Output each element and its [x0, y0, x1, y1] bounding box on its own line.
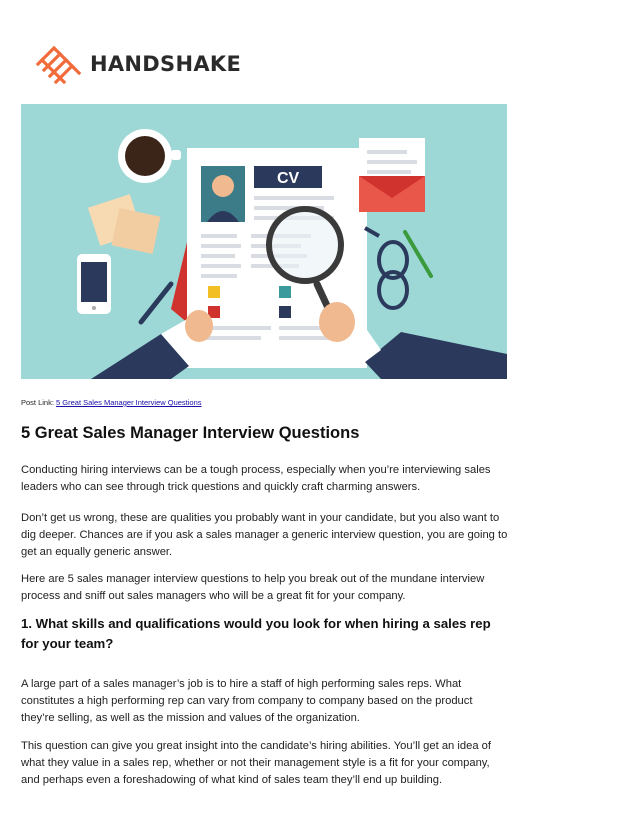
intro-paragraph-1: Conducting hiring interviews can be a tough process, especially when you’re interviewing sales leaders who can see through trick questions and quickly craft charming answers. [21, 464, 491, 493]
intro-paragraph-2: Don’t get us wrong, these are qualities you probably want in your candidate, but you also want to dig deeper. Chances are if you ask a sales manager a generic interview question, you are going to get an equally generic answer. [21, 512, 508, 558]
handshake-logo-icon [34, 44, 84, 84]
article-title: 5 Great Sales Manager Interview Questions [21, 424, 360, 442]
brand-name: HANDSHAKE [90, 52, 242, 76]
cv-label: CV [277, 170, 300, 187]
post-link [21, 398, 202, 407]
envelope-icon [359, 138, 425, 212]
post-link-prefix: Post Link: [21, 398, 57, 407]
answer-1-paragraph-2: This question can give you great insight into the candidate’s hiring abilities. You’ll get an idea of what they value in a sales rep, whether or not their management style is a fit for your company, and perhaps even a foreshadowing of what kind of sales team they’ll end up building. [21, 740, 491, 786]
question-1-heading: 1. What skills and qualifications would you look for when hiring a sales rep for your team? [21, 616, 491, 651]
phone-icon [77, 254, 111, 314]
intro-paragraph-3: Here are 5 sales manager interview questions to help you break out of the mundane interview process and sniff out sales managers who will be a great fit for your company. [21, 573, 485, 602]
post-link-anchor[interactable]: 5 Great Sales Manager Interview Questions [56, 398, 202, 407]
hero-illustration [21, 104, 507, 379]
answer-1-paragraph-1: A large part of a sales manager’s job is to hire a staff of high performing sales reps. What constitutes a high performing rep can vary from company to company based on the product they’re selling, as well as the mission and values of the organization. [21, 678, 473, 724]
handshake-logo[interactable] [34, 44, 241, 84]
